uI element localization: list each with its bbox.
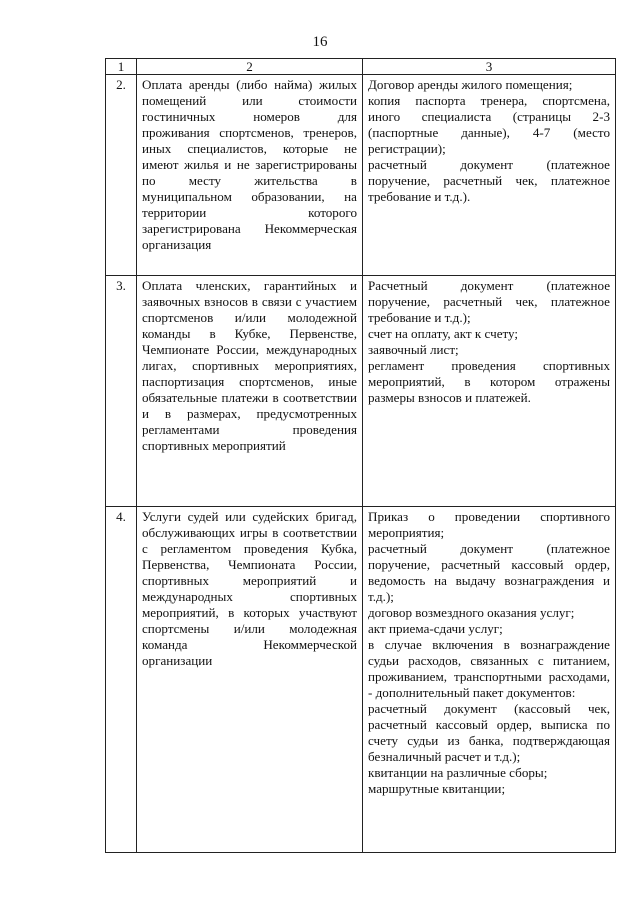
document-item: Договор аренды жилого помещения;: [368, 77, 573, 92]
row-number: 4.: [106, 507, 137, 853]
table-header-row: [106, 59, 616, 75]
document-item: акт приема-сдачи услуг;: [368, 621, 503, 636]
row-number: 3.: [106, 276, 137, 507]
table-row: [106, 276, 616, 507]
expense-description: Услуги судей или судейских бригад, обслуживающих игры в соответствии с регламентом проведения Кубка, Первенства, Чемпионата России, спортивных мероприятий и международных спортивных мероприятий, в которых участвуют спортсмены и/или молодежная команда Некоммерческой организации: [137, 507, 363, 853]
header-col-2: 2: [137, 59, 363, 75]
document-item: маршрутные квитанции;: [368, 781, 506, 796]
document-item: Расчетный документ (платежное поручение, расчетный чек, платежное требование и т.д.);: [368, 278, 610, 325]
table-row: [106, 75, 616, 276]
required-documents: [363, 507, 616, 853]
expense-description: Оплата аренды (либо найма) жилых помещений или стоимости гостиничных номеров для проживания спортсменов, тренеров, иных специалистов, которые не имеют жилья и не зарегистрированы по месту жительства в муниципальном образовании, на территории которого зарегистрирована Некоммерческая организация: [137, 75, 363, 276]
documents-table: [105, 58, 616, 853]
document-item: квитанции на различные сборы;: [368, 765, 548, 780]
table-row: [106, 507, 616, 853]
document-item: копия паспорта тренера, спортсмена, иного специалиста (страницы 2-3 (паспортные данные), 4-7 (место регистрации);: [368, 93, 610, 156]
page-number: 16: [312, 34, 328, 50]
document-item: заявочный лист;: [368, 342, 459, 357]
document-item: счет на оплату, акт к счету;: [368, 326, 519, 341]
row-number: 2.: [106, 75, 137, 276]
required-documents: [363, 276, 616, 507]
header-col-3: 3: [363, 59, 616, 75]
header-col-1: 1: [106, 59, 137, 75]
document-item: расчетный документ (платежное поручение, расчетный чек, платежное требование и т.д.).: [368, 157, 610, 204]
document-item: регламент проведения спортивных мероприятий, в котором отражены размеры взносов и платежей.: [368, 358, 610, 405]
document-item: в случае включения в вознаграждение судьи расходов, связанных с питанием, проживанием, транспортными расходами, - дополнительный пакет документов:: [368, 637, 610, 700]
document-item: договор возмездного оказания услуг;: [368, 605, 575, 620]
document-item: расчетный документ (платежное поручение, расчетный кассовый ордер, ведомость на выдачу вознаграждения и т.д.);: [368, 541, 610, 604]
expense-description: Оплата членских, гарантийных и заявочных взносов в связи с участием спортсменов и/или молодежной команды в Кубке, Первенстве, Чемпионате России, международных лигах, спортивных мероприятиях, паспортизация спортсменов, иные обязательные платежи в соответствии и в размерах, предусмотренных регламентами проведения спортивных мероприятий: [137, 276, 363, 507]
document-item: Приказ о проведении спортивного мероприятия;: [368, 509, 610, 540]
required-documents: [363, 75, 616, 276]
document-item: расчетный документ (кассовый чек, расчетный кассовый ордер, выписка по счету судьи из банка, подтверждающая безналичный расчет и т.д.);: [368, 701, 610, 764]
